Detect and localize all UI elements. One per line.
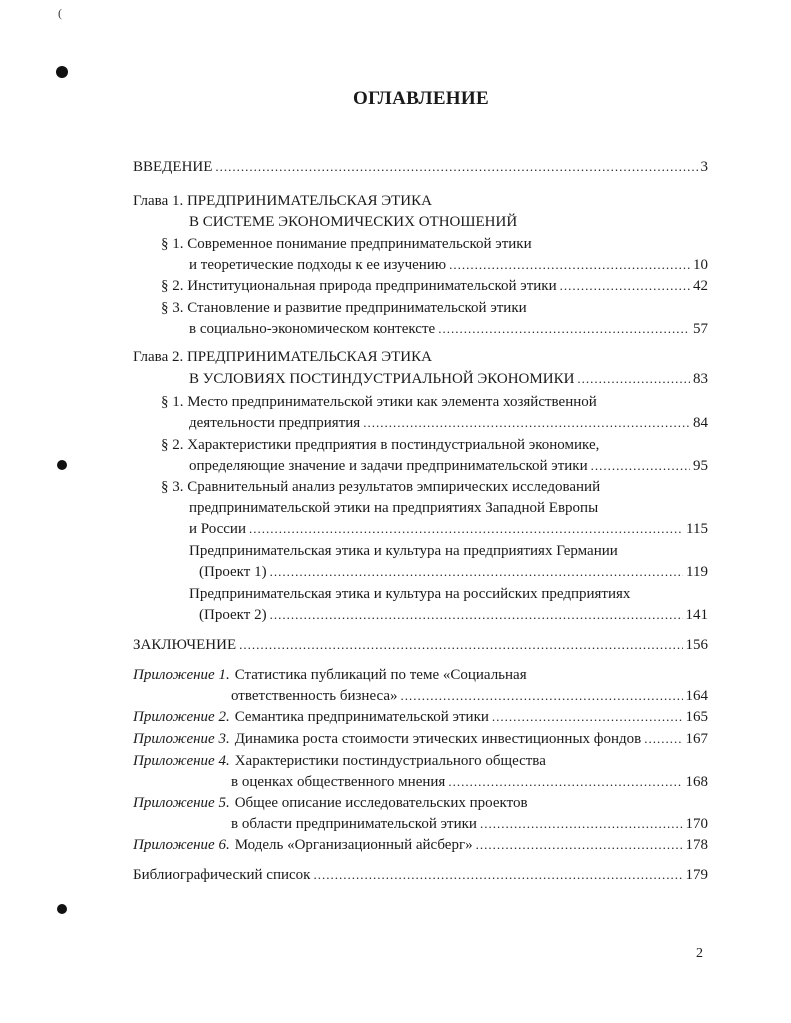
toc-entry-label: ЗАКЛЮЧЕНИЕ <box>133 637 237 653</box>
toc-entry-page: 115 <box>686 521 708 537</box>
toc-section-2-3[interactable] <box>161 476 600 498</box>
dot-leader <box>560 275 690 297</box>
scan-artifact-icon: ( <box>58 6 62 20</box>
toc-entry-label: § 1. Место предпринимательской этики как элемента хозяйственной <box>161 394 597 410</box>
toc-entry-page: 83 <box>693 371 708 387</box>
dot-leader <box>492 706 683 728</box>
toc-chapter-1-heading[interactable] <box>133 190 432 212</box>
toc-entry-page: 119 <box>686 564 708 580</box>
dot-leader <box>249 518 683 540</box>
toc-appendix-5[interactable] <box>133 792 528 814</box>
toc-entry-page: 84 <box>693 415 708 431</box>
toc-appendix-3[interactable] <box>133 728 708 750</box>
toc-chapter-2-heading[interactable] <box>133 346 432 368</box>
toc-entry-label: В УСЛОВИЯХ ПОСТИНДУСТРИАЛЬНОЙ ЭКОНОМИКИ <box>189 371 575 387</box>
toc-entry-page: 167 <box>685 731 708 747</box>
toc-entry-label: предпринимательской этики на предприятиях Западной Европы <box>189 500 599 516</box>
toc-entry-page: 57 <box>693 321 708 337</box>
toc-entry-page: 165 <box>685 709 708 725</box>
toc-appendix-4-cont <box>231 771 708 793</box>
toc-entry-label: и теоретические подходы к ее изучению <box>189 257 447 273</box>
toc-entry-introduction[interactable] <box>133 156 708 178</box>
toc-section-2-3-cont <box>189 497 598 519</box>
toc-entry-page: 3 <box>700 159 708 175</box>
toc-subsection-project-2-cont <box>199 604 708 626</box>
toc-appendix-4[interactable] <box>133 750 546 772</box>
toc-appendix-6[interactable] <box>133 834 708 856</box>
toc-entry-label: Глава 2. ПРЕДПРИНИМАТЕЛЬСКАЯ ЭТИКА <box>133 349 432 365</box>
toc-entry-label: Модель «Организационный айсберг» <box>234 837 473 853</box>
toc-appendix-1-cont <box>231 685 708 707</box>
dot-leader <box>313 864 682 886</box>
toc-entry-label: в оценках общественного мнения <box>231 774 446 790</box>
punch-hole-icon <box>56 66 68 78</box>
appendix-prefix: Приложение 4. <box>133 753 230 769</box>
toc-section-2-2[interactable] <box>161 434 599 456</box>
page-title: ОГЛАВЛЕНИЕ <box>353 88 489 109</box>
appendix-prefix: Приложение 2. <box>133 709 230 725</box>
toc-section-2-1[interactable] <box>161 391 597 413</box>
toc-chapter-1-heading-cont <box>189 211 517 233</box>
toc-entry-label: § 2. Институциональная природа предпринимательской этики <box>161 278 557 294</box>
appendix-prefix: Приложение 6. <box>133 837 230 853</box>
toc-entry-label: в области предпринимательской этики <box>231 816 477 832</box>
page-number: 2 <box>696 946 703 961</box>
toc-entry-bibliography[interactable] <box>133 864 708 886</box>
toc-entry-label: в социально-экономическом контексте <box>189 321 436 337</box>
toc-entry-label: ответственность бизнеса» <box>231 688 398 704</box>
toc-section-1-1[interactable] <box>161 233 532 255</box>
toc-section-1-1-cont <box>189 254 708 276</box>
dot-leader <box>448 771 682 793</box>
toc-subsection-project-2[interactable] <box>189 583 630 605</box>
toc-appendix-1[interactable] <box>133 664 527 686</box>
toc-subsection-project-1-cont <box>199 561 708 583</box>
toc-entry-label: Предпринимательская этика и культура на российских предприятиях <box>189 586 631 602</box>
toc-section-2-1-cont <box>189 412 708 434</box>
toc-entry-page: 164 <box>685 688 708 704</box>
toc-entry-label: ВВЕДЕНИЕ <box>133 159 213 175</box>
dot-leader <box>480 813 683 835</box>
dot-leader <box>577 368 690 390</box>
toc-entry-label: деятельности предприятия <box>189 415 361 431</box>
toc-entry-label: § 2. Характеристики предприятия в постиндустриальной экономике, <box>161 437 600 453</box>
dot-leader <box>476 834 683 856</box>
toc-entry-conclusion[interactable] <box>133 634 708 656</box>
toc-section-1-2[interactable] <box>161 275 708 297</box>
punch-hole-icon <box>57 904 67 914</box>
dot-leader <box>270 561 683 583</box>
toc-entry-label: и России <box>189 521 246 537</box>
dot-leader <box>215 156 697 178</box>
toc-entry-label: (Проект 2) <box>199 607 267 623</box>
appendix-prefix: Приложение 1. <box>133 667 230 683</box>
toc-entry-page: 178 <box>685 837 708 853</box>
toc-section-2-2-cont <box>189 455 708 477</box>
toc-entry-label: Общее описание исследовательских проектов <box>234 795 528 811</box>
toc-entry-label: Предпринимательская этика и культура на предприятиях Германии <box>189 543 618 559</box>
toc-entry-label: (Проект 1) <box>199 564 267 580</box>
toc-appendix-2[interactable] <box>133 706 708 728</box>
toc-entry-label: определяющие значение и задачи предпринимательской этики <box>189 458 588 474</box>
appendix-prefix: Приложение 3. <box>133 731 230 747</box>
toc-entry-label: Статистика публикаций по теме «Социальная <box>234 667 527 683</box>
toc-entry-label: Семантика предпринимательской этики <box>234 709 489 725</box>
toc-section-1-3-cont <box>189 318 708 340</box>
toc-entry-page: 95 <box>693 458 708 474</box>
toc-entry-label: § 1. Современное понимание предпринимательской этики <box>161 236 532 252</box>
dot-leader <box>449 254 690 276</box>
toc-entry-page: 179 <box>685 867 708 883</box>
toc-entry-page: 168 <box>685 774 708 790</box>
dot-leader <box>363 412 690 434</box>
dot-leader <box>644 728 682 750</box>
dot-leader <box>401 685 683 707</box>
toc-entry-label: В СИСТЕМЕ ЭКОНОМИЧЕСКИХ ОТНОШЕНИЙ <box>189 214 518 230</box>
toc-chapter-2-heading-cont <box>189 368 708 390</box>
toc-appendix-5-cont <box>231 813 708 835</box>
toc-entry-page: 170 <box>685 816 708 832</box>
toc-entry-label: Динамика роста стоимости этических инвестиционных фондов <box>234 731 642 747</box>
toc-entry-page: 42 <box>693 278 708 294</box>
toc-entry-label: § 3. Становление и развитие предпринимательской этики <box>161 300 527 316</box>
toc-entry-page: 10 <box>693 257 708 273</box>
punch-hole-icon <box>57 460 67 470</box>
toc-entry-page: 156 <box>685 637 708 653</box>
toc-entry-label: Глава 1. ПРЕДПРИНИМАТЕЛЬСКАЯ ЭТИКА <box>133 193 432 209</box>
toc-entry-page: 141 <box>685 607 708 623</box>
toc-entry-label: Характеристики постиндустриального общества <box>234 753 546 769</box>
dot-leader <box>270 604 683 626</box>
dot-leader <box>239 634 682 656</box>
toc-section-2-3-cont2 <box>189 518 708 540</box>
toc-entry-label: § 3. Сравнительный анализ результатов эмпирических исследований <box>161 479 601 495</box>
dot-leader <box>591 455 690 477</box>
appendix-prefix: Приложение 5. <box>133 795 230 811</box>
dot-leader <box>438 318 690 340</box>
toc-section-1-3[interactable] <box>161 297 527 319</box>
toc-entry-label: Библиографический список <box>133 867 311 883</box>
toc-subsection-project-1[interactable] <box>189 540 618 562</box>
